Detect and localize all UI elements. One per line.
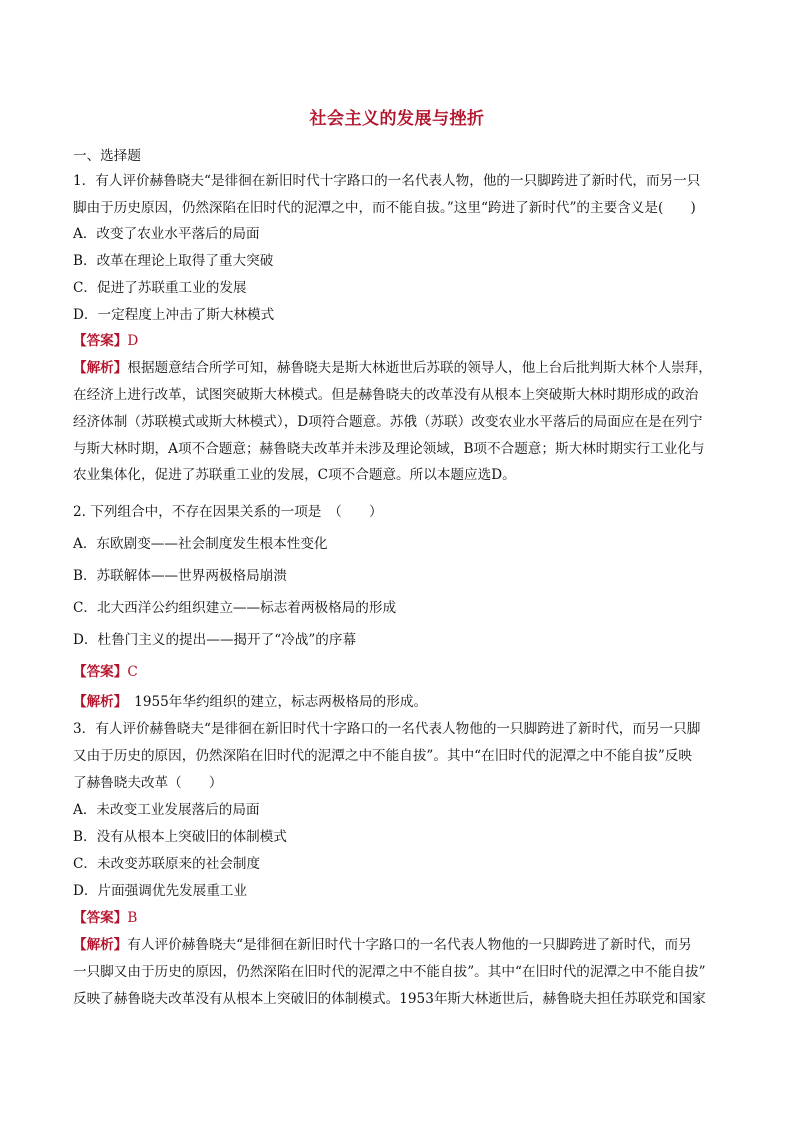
q1-analysis-line-3: 经济体制（苏联模式或斯大林模式），D项符合题意。苏俄（苏联）改变农业水平落后的局面应在是在列宁 <box>73 414 703 430</box>
q1-option-c: C．促进了苏联重工业的发展 <box>73 280 247 296</box>
q1-analysis-line-1 <box>73 358 712 378</box>
q1-analysis-line-5: 农业集体化，促进了苏联重工业的发展，C项不合题意。所以本题应选D。 <box>73 467 516 483</box>
q2-analysis-text: 1955年华约组织的建立，标志两极格局的形成。 <box>120 694 428 710</box>
q1-option-a: A．改变了农业水平落后的局面 <box>73 226 260 242</box>
section-heading: 一、选择题 <box>73 148 141 164</box>
q1-answer <box>73 331 138 351</box>
answer-label: 【答案】 <box>73 664 128 680</box>
q3-answer <box>73 908 137 928</box>
q3-stem-line-2: 又由于历史的原因，仍然深陷在旧时代的泥潭之中不能自拔”。其中“在旧时代的泥潭之中不能自拔”反映 <box>73 748 692 764</box>
q2-answer <box>73 662 138 682</box>
q1-option-b: B．改革在理论上取得了重大突破 <box>73 253 274 269</box>
q2-option-c: C．北大西洋公约组织建立——标志着两极格局的形成 <box>73 600 397 616</box>
q1-answer-value: D <box>127 333 139 349</box>
q1-analysis-line-4: 与斯大林时期，A项不合题意；赫鲁晓夫改革并未涉及理论领域，B项不合题意；斯大林时期实行工业化与 <box>73 441 705 457</box>
q3-analysis-line-2: 一只脚又由于历史的原因，仍然深陷在旧时代的泥潭之中不能自拔”。其中“在旧时代的泥潭之中不能自拔” <box>73 964 706 980</box>
q2-option-b: B．苏联解体——世界两极格局崩溃 <box>73 568 287 584</box>
analysis-label: 【解析】 <box>73 694 121 710</box>
q3-stem-line-3: 了赫鲁晓夫改革（ ） <box>73 775 223 791</box>
q3-stem-line-1: 3．有人评价赫鲁晓夫“是徘徊在新旧时代十字路口的一名代表人物他的一只脚跨进了新时代，而另一只脚 <box>73 721 701 737</box>
q3-option-c: C．未改变苏联原来的社会制度 <box>73 856 261 872</box>
q2-analysis <box>73 692 427 712</box>
q3-option-b: B．没有从根本上突破旧的体制模式 <box>73 829 287 845</box>
q2-answer-value: C <box>127 664 138 680</box>
q2-stem: 2. 下列组合中，不存在因果关系的一项是 （ ） <box>73 504 383 520</box>
analysis-label: 【解析】 <box>73 937 128 953</box>
answer-label: 【答案】 <box>73 333 128 349</box>
q3-analysis-line-1 <box>73 935 692 955</box>
q3-option-d: D．片面强调优先发展重工业 <box>73 883 248 899</box>
q2-option-a: A．东欧剧变——社会制度发生根本性变化 <box>73 536 328 552</box>
page-title: 社会主义的发展与挫折 <box>309 109 485 129</box>
q1-analysis-line-2: 在经济上进行改革，试图突破斯大林模式。但是赫鲁晓夫的改革没有从根本上突破斯大林时期形成的政治 <box>73 387 699 403</box>
analysis-label: 【解析】 <box>73 360 128 376</box>
q3-analysis-line-3: 反映了赫鲁晓夫改革没有从根本上突破旧的体制模式。1953年斯大林逝世后，赫鲁晓夫担任苏联党和国家 <box>73 991 706 1007</box>
answer-label: 【答案】 <box>73 910 128 926</box>
q2-option-d: D．杜鲁门主义的提出——揭开了“冷战”的序幕 <box>73 632 357 648</box>
q1-stem-line-2: 脚由于历史原因，仍然深陷在旧时代的泥潭之中，而不能自拔。”这里“跨进了新时代”的主要含义是( ) <box>73 200 696 216</box>
q3-option-a: A．未改变工业发展落后的局面 <box>73 802 260 818</box>
q1-option-d: D．一定程度上冲击了斯大林模式 <box>73 307 275 323</box>
q1-stem-line-1: 1．有人评价赫鲁晓夫“是徘徊在新旧时代十字路口的一名代表人物，他的一只脚跨进了新时代，而另一只 <box>73 173 701 189</box>
q1-analysis-text-1: 根据题意结合所学可知，赫鲁晓夫是斯大林逝世后苏联的领导人，他上台后批判斯大林个人崇拜， <box>127 360 712 376</box>
q3-analysis-text-1: 有人评价赫鲁晓夫“是徘徊在新旧时代十字路口的一名代表人物他的一只脚跨进了新时代，而另 <box>127 937 692 953</box>
q3-answer-value: B <box>127 910 138 926</box>
